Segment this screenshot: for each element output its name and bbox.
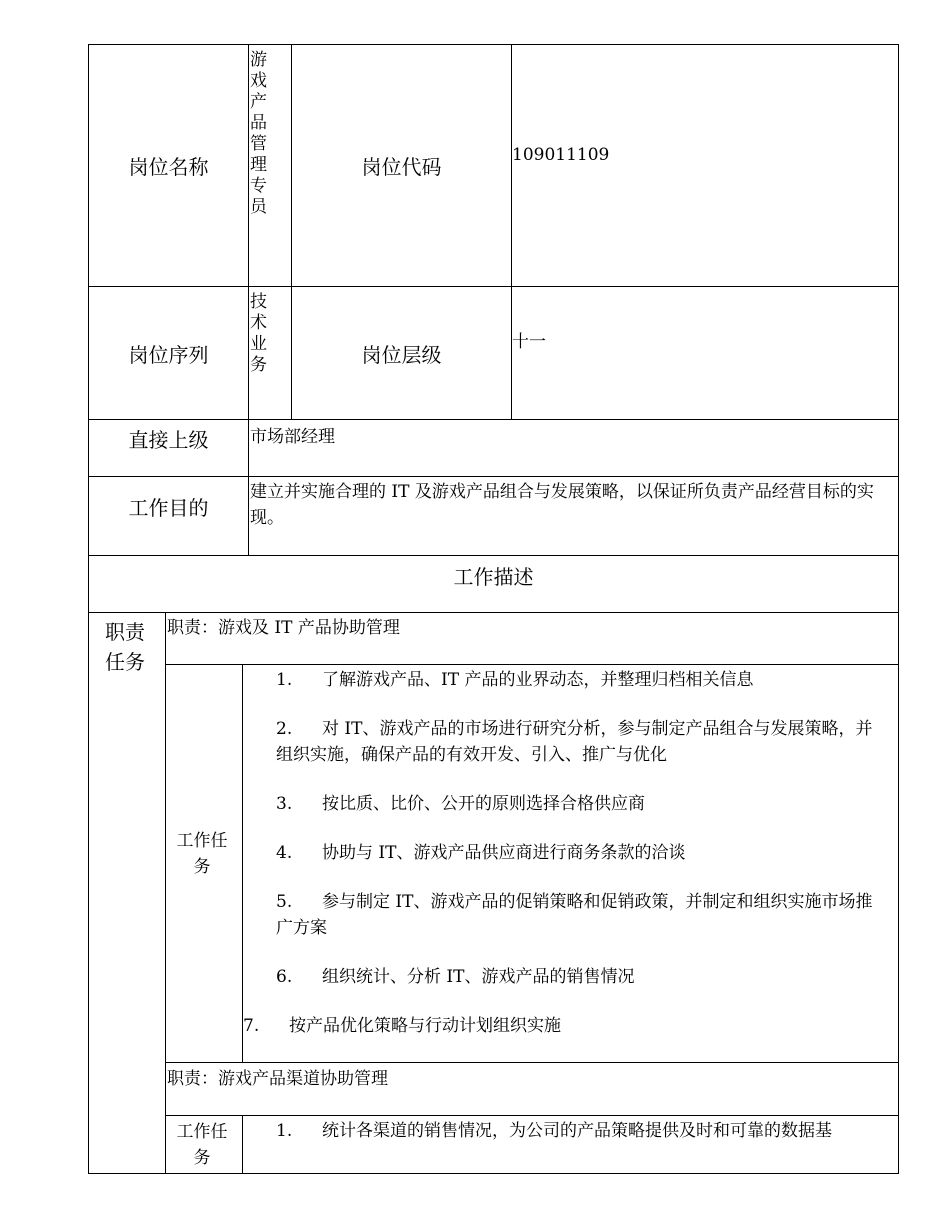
task-item: 1. 了解游戏产品、IT 产品的业界动态，并整理归档相关信息 xyxy=(276,670,754,690)
post-level-label: 岗位层级 xyxy=(361,342,442,367)
task-item: 2. 对 IT、游戏产品的市场进行研究分析，参与制定产品组合与发展策略，并组织实施，确保产品的有效开发、引入、推广与优化 xyxy=(276,719,873,765)
duties-label: 职责任务 xyxy=(105,620,145,674)
task-item: 3. 按比质、比价、公开的原则选择合格供应商 xyxy=(276,794,645,814)
task-label: 工作任务 xyxy=(176,831,228,877)
post-level-value: 十一 xyxy=(512,332,546,352)
post-code-value: 109011109 xyxy=(512,145,610,165)
duty-title: 职责：游戏产品渠道协助管理 xyxy=(167,1069,388,1089)
purpose-value: 建立并实施合理的 IT 及游戏产品组合与发展策略，以保证所负责产品经营目标的实现。 xyxy=(250,482,874,528)
task-item: 5. 参与制定 IT、游戏产品的促销策略和促销政策，并制定和组织实施市场推广方案 xyxy=(276,892,873,938)
description-title: 工作描述 xyxy=(453,565,534,589)
task-item: 4. 协助与 IT、游戏产品供应商进行商务条款的洽谈 xyxy=(276,843,686,863)
purpose-label: 工作目的 xyxy=(128,496,209,520)
superior-label: 直接上级 xyxy=(128,428,209,452)
superior-value: 市场部经理 xyxy=(250,427,335,447)
task-item: 1. 统计各渠道的销售情况，为公司的产品策略提供及时和可靠的数据基 xyxy=(276,1121,832,1141)
task-label: 工作任务 xyxy=(176,1122,228,1168)
duty-title: 职责：游戏及 IT 产品协助管理 xyxy=(167,618,400,638)
task-item: 7. 按产品优化策略与行动计划组织实施 xyxy=(243,1016,561,1036)
task-item: 6. 组织统计、分析 IT、游戏产品的销售情况 xyxy=(276,967,635,987)
post-name-value: 游戏产品管理专员 xyxy=(250,50,267,217)
post-series-label: 岗位序列 xyxy=(128,342,209,367)
post-code-label: 岗位代码 xyxy=(361,155,442,179)
post-series-value: 技术业务 xyxy=(250,292,267,375)
post-name-label: 岗位名称 xyxy=(128,155,209,179)
